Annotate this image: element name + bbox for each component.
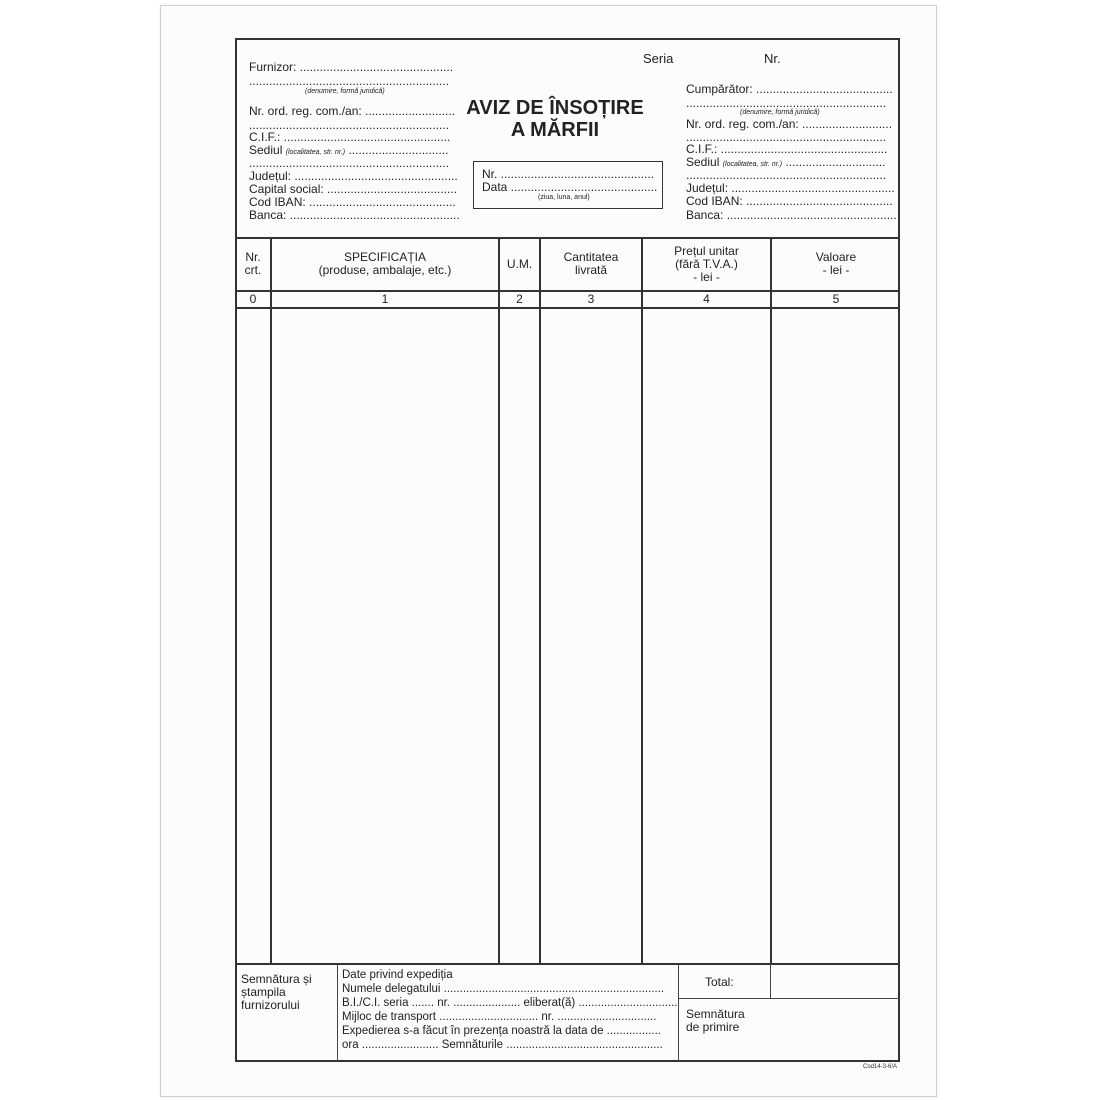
supplier-cif: C.I.F.: .................................................. — [249, 130, 451, 144]
column-number-0: 0 — [249, 292, 257, 306]
buyer-sediul — [686, 155, 885, 169]
header-pretul-unitar: Prețul unitar (fără T.V.A.) - lei - — [674, 244, 739, 284]
expedition-time-signatures: ora ........................ Semnăturile ................................................. — [342, 1039, 663, 1051]
footer-divider-2 — [678, 963, 679, 1061]
column-divider-4 — [641, 237, 643, 964]
supplier-sediul-line: ............................................................ — [249, 156, 450, 170]
footer-divider-total — [770, 963, 771, 998]
column-number-1: 1 — [381, 292, 389, 306]
title-line-1: AVIZ DE ÎNSOȚIRE — [466, 97, 644, 119]
buyer-iban: Cod IBAN: ............................................ — [686, 194, 893, 208]
column-number-5: 5 — [832, 292, 840, 306]
header-cantitatea: Cantitatea livrată — [563, 250, 619, 277]
supplier-banca: Banca: ................................................... — [249, 208, 460, 222]
form-code: Cod14-3-6/A — [863, 1064, 898, 1070]
expedition-title: Date privind expediția — [342, 969, 453, 981]
supplier-furnizor: Furnizor: .............................................. — [249, 60, 454, 74]
buyer-cumparator: Cumpărător: ......................................... — [686, 82, 893, 96]
document-data: Data ............................................ — [482, 180, 658, 194]
column-divider-1 — [270, 237, 272, 964]
header-um: U.M. — [506, 257, 533, 271]
buyer-judetul: Județul: ................................................. — [686, 181, 895, 195]
buyer-banca: Banca: ................................................... — [686, 208, 897, 222]
footer-divider-1 — [337, 963, 338, 1061]
document-title — [460, 97, 650, 141]
document-nr: Nr. .............................................. — [482, 167, 655, 181]
footer-divider-horizontal — [678, 998, 900, 999]
expedition-details — [342, 968, 678, 1052]
header-specificatia: SPECIFICAȚIA (produse, ambalaje, etc.) — [318, 250, 452, 277]
expedition-presence: Expedierea s-a făcut în prezența noastră la data de ................. — [342, 1025, 661, 1037]
buyer-sediul-line: ............................................................ — [686, 168, 887, 182]
header-nr-crt: Nr. crt. — [244, 250, 262, 277]
buyer-sediul-dots: .............................. — [785, 155, 886, 169]
buyer-nr-ord: Nr. ord. reg. com./an: ........................... — [686, 117, 893, 131]
expedition-delegate: Numele delegatului ..................................................................... — [342, 983, 665, 995]
column-divider-2 — [498, 237, 500, 964]
supplier-name-line: ............................................................ — [249, 74, 450, 88]
table-bottom-border — [235, 963, 900, 965]
buyer-sediul-hint: (localitatea, str. nr.) — [722, 161, 783, 168]
header-valoare: Valoare - lei - — [815, 250, 857, 277]
buyer-sediul-label: Sediul — [686, 155, 720, 169]
seria-label: Seria — [643, 51, 674, 66]
column-number-2: 2 — [516, 292, 523, 306]
supplier-iban: Cod IBAN: ............................................ — [249, 195, 456, 209]
nr-label: Nr. — [764, 51, 781, 66]
total-label: Total: — [705, 975, 734, 989]
column-number-4: 4 — [703, 292, 710, 306]
document-data-hint: (ziua, luna, anul) — [538, 194, 590, 201]
buyer-name-line: ............................................................ — [686, 96, 887, 110]
table-number-row-divider — [235, 307, 900, 309]
expedition-id: B.I./C.I. seria ....... nr. ..................... eliberat(ă) ............................... — [342, 997, 678, 1009]
buyer-nr-ord-line: ............................................................ — [686, 130, 887, 144]
supplier-sediul-hint: (localitatea, str. nr.) — [285, 149, 346, 156]
supplier-nr-ord-line: ............................................................ — [249, 118, 450, 132]
supplier-sediul-label: Sediul — [249, 143, 283, 157]
title-line-2: A MĂRFII — [510, 119, 600, 141]
supplier-sediul — [249, 143, 448, 157]
receipt-signature-label: Semnătura de primire — [686, 1007, 745, 1034]
supplier-capital: Capital social: ....................................... — [249, 182, 458, 196]
supplier-sediul-dots: .............................. — [348, 143, 449, 157]
column-number-3: 3 — [587, 292, 595, 306]
column-divider-5 — [770, 237, 772, 964]
supplier-judetul: Județul: ................................................. — [249, 169, 458, 183]
buyer-cif: C.I.F.: .................................................. — [686, 142, 888, 156]
supplier-nr-ord: Nr. ord. reg. com./an: ........................... — [249, 104, 456, 118]
table-top-border — [235, 237, 900, 239]
supplier-name-hint: (denumire, formă juridică) — [305, 88, 385, 95]
expedition-transport: Mijloc de transport ............................... nr. ............................... — [342, 1011, 657, 1023]
column-divider-3 — [539, 237, 541, 964]
buyer-name-hint: (denumire, formă juridică) — [740, 109, 820, 116]
supplier-signature-label: Semnătura și ștampila furnizorului — [241, 972, 312, 1012]
